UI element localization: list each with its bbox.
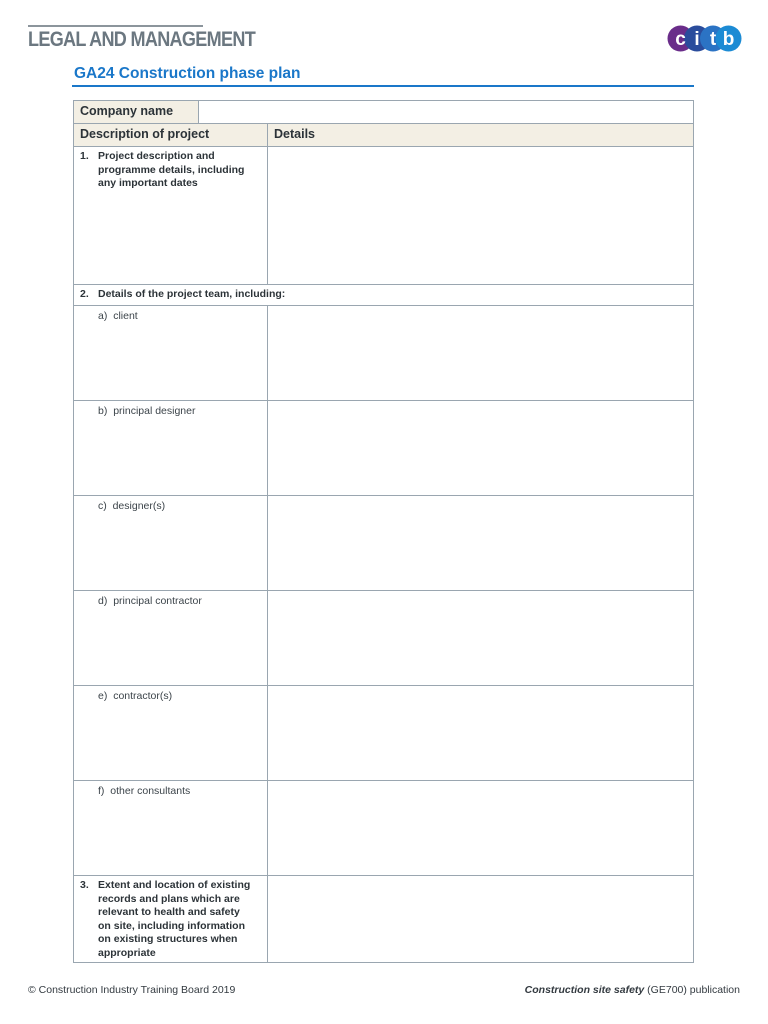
- details-column-header: Details: [268, 124, 693, 147]
- description-column-header: Description of project: [74, 124, 268, 147]
- item-marker: b): [98, 405, 108, 417]
- contractors-details-field[interactable]: [268, 686, 693, 781]
- logo-letter-b: b: [722, 29, 735, 50]
- question-3-line: on existing structures when: [98, 933, 238, 945]
- title-rule: [72, 85, 694, 87]
- question-2-number: 2.: [80, 288, 89, 300]
- question-2-row: [74, 285, 693, 306]
- item-marker: f): [98, 785, 105, 797]
- client-details-field[interactable]: [268, 306, 693, 401]
- question-3-line: relevant to health and safety: [98, 906, 240, 918]
- question-3-line: Extent and location of existing: [98, 879, 251, 891]
- item-label: principal designer: [113, 405, 196, 417]
- question-3-line: records and plans which are: [98, 892, 240, 905]
- team-item-principal-designer: [74, 401, 268, 496]
- company-name-field[interactable]: [199, 101, 693, 124]
- item-label: other consultants: [110, 785, 191, 797]
- team-item-client: [74, 306, 268, 401]
- team-item-principal-contractor: [74, 591, 268, 686]
- question-1-line: programme details, including: [98, 163, 245, 176]
- principal-contractor-details-field[interactable]: [268, 591, 693, 686]
- construction-phase-plan-form: [73, 100, 694, 963]
- item-marker: d): [98, 595, 108, 607]
- item-marker: c): [98, 500, 107, 512]
- item-label: client: [113, 310, 138, 322]
- publication-suffix: (GE700) publication: [644, 984, 740, 996]
- logo-letter-i: i: [694, 29, 700, 50]
- question-1-number: 1.: [80, 150, 89, 162]
- publication-title: Construction site safety: [524, 984, 645, 996]
- question-3-line: on site, including information: [98, 919, 245, 932]
- question-3-line: appropriate: [98, 946, 156, 959]
- item-label: contractor(s): [113, 690, 173, 702]
- document-title: GA24 Construction phase plan: [74, 65, 301, 82]
- item-marker: e): [98, 690, 108, 702]
- question-3-number: 3.: [80, 879, 89, 891]
- citb-logo: [667, 25, 742, 52]
- question-1-cell: [74, 147, 268, 285]
- question-1-line: Project description and: [98, 150, 215, 162]
- company-name-label: Company name: [74, 101, 199, 124]
- question-1-line: any important dates: [98, 177, 198, 189]
- section-title: LEGAL AND MANAGEMENT: [28, 28, 256, 51]
- question-3-details-field[interactable]: [268, 876, 693, 962]
- logo-letter-t: t: [709, 29, 717, 50]
- item-label: designer(s): [112, 500, 166, 512]
- team-item-other-consultants: [74, 781, 268, 876]
- question-2-label: Details of the project team, including:: [98, 288, 286, 300]
- other-consultants-details-field[interactable]: [268, 781, 693, 876]
- item-label: principal contractor: [113, 595, 202, 607]
- team-item-contractors: [74, 686, 268, 781]
- logo-letter-c: c: [675, 29, 686, 50]
- designers-details-field[interactable]: [268, 496, 693, 591]
- question-3-cell: [74, 876, 268, 962]
- question-1-details-field[interactable]: [268, 147, 693, 285]
- team-item-designers: [74, 496, 268, 591]
- section-rule: [28, 25, 203, 27]
- principal-designer-details-field[interactable]: [268, 401, 693, 496]
- footer-copyright: © Construction Industry Training Board 2019: [28, 984, 236, 996]
- footer-publication: [525, 984, 740, 996]
- item-marker: a): [98, 310, 108, 322]
